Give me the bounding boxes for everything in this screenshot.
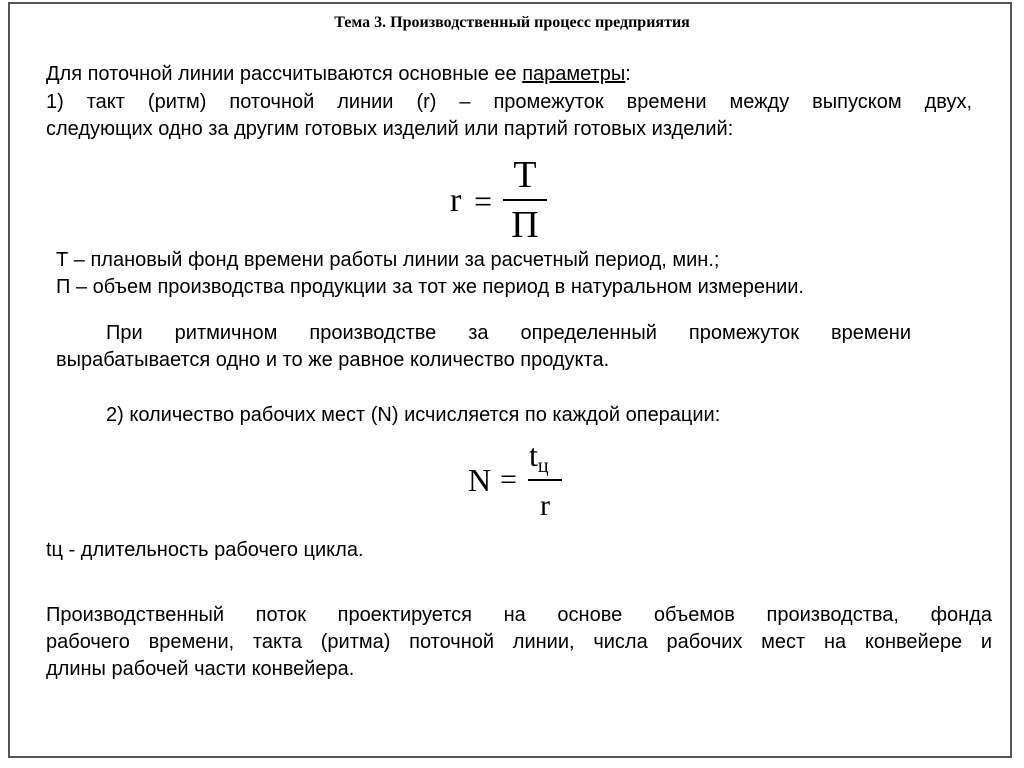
- definition-t: Т – плановый фонд времени работы линии за расчетный период, мин.;: [56, 249, 720, 271]
- definition-p: П – объем производства продукции за тот же период в натуральном измерении.: [56, 276, 804, 298]
- definition-tc: tц - длительность рабочего цикла.: [46, 539, 364, 561]
- conclusion-line1: Производственный поток проектируется на основе объемов производства, фонда: [46, 604, 992, 626]
- formula2-numerator: [529, 437, 549, 484]
- intro-line: [46, 62, 631, 86]
- item2-line: 2) количество рабочих мест (N) исчисляется по каждой операции:: [106, 404, 721, 426]
- formula2-denominator: r: [540, 489, 550, 522]
- formula1-lhs: r: [450, 182, 462, 219]
- intro-suffix: :: [625, 63, 631, 85]
- formula1-fraction-bar: [503, 199, 547, 201]
- item1-line2: следующих одно за другим готовых изделий или партий готовых изделий:: [46, 118, 734, 140]
- formula2-fraction-bar: [528, 479, 562, 481]
- formula1-denominator: П: [511, 204, 539, 246]
- formula2-numerator-subscript: ц: [537, 455, 549, 477]
- intro-prefix: Для поточной линии рассчитываются основные ее: [46, 63, 523, 85]
- conclusion-line2: рабочего времени, такта (ритма) поточной линии, числа рабочих мест на конвейере и: [46, 631, 992, 653]
- formula1-equals: =: [474, 183, 493, 219]
- item1-line1: 1) такт (ритм) поточной линии (r) – промежуток времени между выпуском двух,: [46, 91, 972, 113]
- formula2-equals: =: [500, 463, 517, 496]
- rhythm-line2: вырабатывается одно и то же равное количество продукта.: [56, 349, 610, 371]
- formula2-numerator-main: t: [529, 437, 538, 473]
- conclusion-line3: длины рабочей части конвейера.: [46, 658, 355, 680]
- formula1-numerator: T: [513, 154, 537, 196]
- rhythm-line1: При ритмичном производстве за определенный промежуток времени: [106, 322, 911, 344]
- formula2-lhs: N: [468, 462, 492, 498]
- parameters-link: параметры: [522, 63, 626, 85]
- slide-title: Тема 3. Производственный процесс предприятия: [334, 14, 690, 31]
